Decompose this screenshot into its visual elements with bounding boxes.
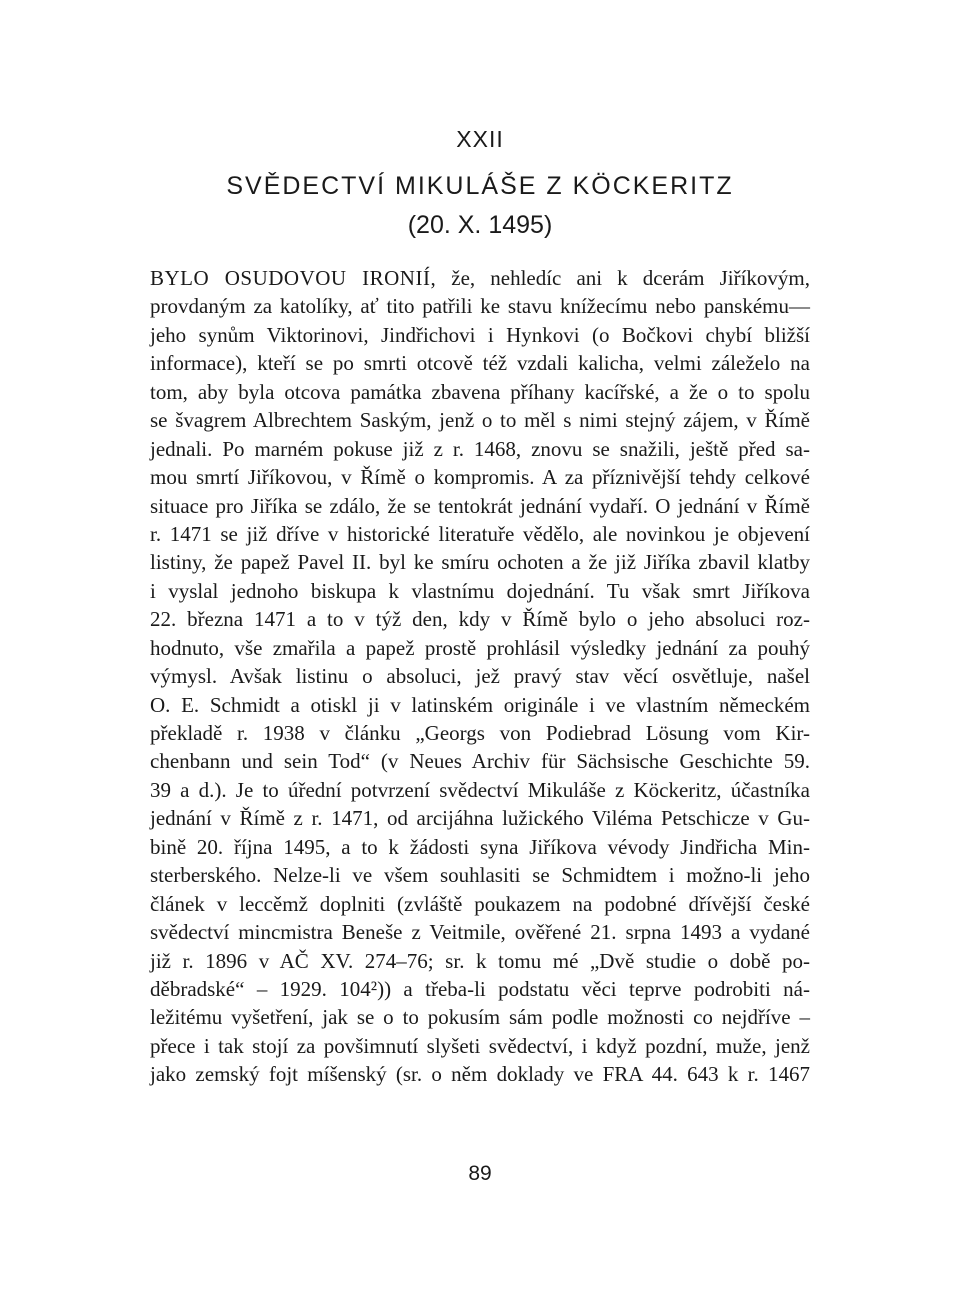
text-line: hodnuto, vše zmařila a papež prostě prohlásil výsledky jednání za pouhý — [150, 635, 810, 660]
text-line: situace pro Jiříka se zdálo, že se tentokrát jednání vydaří. O jednání v Římě — [150, 493, 810, 518]
text-line — [150, 264, 810, 292]
text-line: se švagrem Albrechtem Saským, jenž o to měl s nimi stejný zájem, v Římě — [150, 408, 810, 433]
chapter-number: XXII — [456, 126, 504, 152]
lead-in: BYLO OSUDOVOU IRONIÍ, — [150, 266, 437, 290]
text-line: ležitému vyšetření, jak se o to pokusím sám podle možnosti co nejdříve – — [150, 1005, 810, 1030]
chapter-date: (20. X. 1495) — [407, 211, 553, 239]
text-line: překladě r. 1938 v článku „Georgs von Podiebrad Lösung vom Kir- — [150, 721, 810, 745]
text-line: jednali. Po marném pokuse již z r. 1468, znovu se snažili, ještě před sa- — [150, 436, 810, 461]
text-line: již r. 1896 v AČ XV. 274–76; sr. k tomu mé „Dvě studie o době po- — [150, 948, 810, 973]
text-line: r. 1471 se již dříve v historické literatuře vědělo, ale novinkou je objevení — [150, 521, 810, 546]
text-line: děbradské“ – 1929. 104²)) a třeba-li podstatu věci teprve podrobiti ná- — [150, 976, 810, 1001]
text-line: mou smrtí Jiříkovou, v Římě o kompromis. A za příznivější tehdy celkové — [150, 465, 810, 490]
text-line: informace), kteří se po smrti otcově též vzdali kalicha, velmi záleželo na — [150, 351, 810, 376]
text-line: listiny, že papež Pavel II. byl ke smíru ochoten a že již Jiříka zbavil klatby — [150, 550, 810, 575]
text-line: 22. března 1471 a to v týž den, kdy v Římě bylo o jeho absoluci roz- — [150, 607, 810, 632]
text-line: svědectví mincmistra Beneše z Veitmile, ověřené 21. srpna 1493 a vydané — [150, 920, 810, 945]
text-line: i vyslal jednoho biskupa k vlastnímu dojednání. Tu však smrt Jiříkova — [150, 578, 810, 603]
text-line: 39 a d.). Je to úřední potvrzení svědectví Mikuláše z Köckeritz, účastníka — [150, 777, 810, 802]
page-number: 89 — [468, 1162, 492, 1185]
text-line: výmysl. Avšak listinu o absoluci, jež pravý stav věcí osvětluje, našel — [150, 664, 810, 689]
document-page — [150, 0, 810, 1307]
text-line: O. E. Schmidt a otiskl ji v latinském originále i ve vlastním německém — [150, 692, 810, 717]
text-line: chenbann und sein Tod“ (v Neues Archiv für Sächsische Geschichte 59. — [150, 749, 810, 774]
text-line: tom, aby byla otcova památka zbavena příhany kacířské, a že o to spolu — [150, 379, 810, 404]
text-line: jako zemský fojt míšenský (sr. o něm doklady ve FRA 44. 643 k r. 1467 — [150, 1062, 810, 1087]
text-line: sterberského. Nelze-li ve všem souhlasiti se Schmidtem i možno-li jeho — [150, 863, 810, 888]
text-line: článek v leccěmž doplniti (zvláště poukazem na podobné dřívější české — [150, 891, 810, 916]
chapter-title: SVĚDECTVÍ MIKULÁŠE Z KÖCKERITZ — [226, 172, 734, 200]
text-line: provdaným za katolíky, ať tito patřili ke stavu knížecímu nebo panskému— — [150, 294, 810, 319]
text-line: bině 20. října 1495, a to k žádosti syna Jiříkova vévody Jindřicha Min- — [150, 834, 810, 859]
text-line: jeho synům Viktorinovi, Jindřichovi i Hynkovi (o Bočkovi chybí bližší — [150, 322, 810, 347]
text-line: přece i tak stojí za povšimnutí slyšeti svědectví, i když pozdní, muže, jenž — [150, 1033, 810, 1058]
body-text — [150, 264, 810, 1089]
text-line-content: že, nehledíc ani k dcerám Jiříkovým, — [436, 266, 811, 290]
text-line: jednání v Římě z r. 1471, od arcijáhna lužického Viléma Petschicze v Gu- — [150, 806, 810, 831]
